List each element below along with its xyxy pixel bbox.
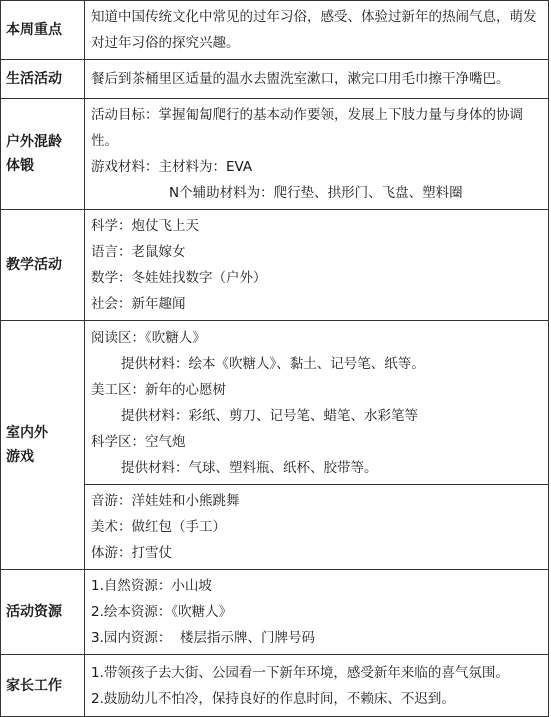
cell-outdoor [85, 99, 549, 210]
heading-games-text: 室内外游戏 [6, 425, 48, 465]
games-extra: 美术：做红包（手工） [91, 519, 226, 535]
games-area: 科学区：空气炮 [91, 433, 186, 450]
games-area: 阅读区：《吹糖人》 [91, 329, 206, 346]
row-life [1, 60, 549, 99]
cell-life [85, 60, 549, 99]
cell-games-areas [85, 321, 549, 485]
games-extra: 音游：洋娃娃和小熊跳舞 [91, 493, 240, 509]
cell-teaching [85, 210, 549, 321]
focus-text: 知道中国传统文化中常见的过年习俗，感受、体验过新年的热闹气息，萌发对过年习俗的探究兴趣。 [91, 9, 537, 51]
row-parents [1, 655, 549, 717]
outdoor-aux-materials: N个辅助材料为：爬行垫、拱形门、飞盘、塑料圈 [169, 185, 463, 201]
cell-parents [85, 655, 549, 717]
games-extra: 体游：打雪仗 [91, 545, 172, 561]
heading-focus: 本周重点 [1, 1, 85, 60]
teaching-item: 数学：冬娃娃找数字（户外） [91, 270, 267, 286]
heading-parents: 家长工作 [1, 655, 85, 717]
games-area-materials: 提供材料：绘本《吹糖人》、黏土、记号笔、纸等。 [121, 355, 425, 372]
heading-life: 生活活动 [1, 60, 85, 99]
teaching-item: 社会：新年趣闻 [91, 296, 186, 312]
row-outdoor [1, 99, 549, 210]
resource-item: 1.自然资源：小山坡 [91, 578, 212, 594]
outdoor-goal: 活动目标：掌握匍匐爬行的基本动作要领，发展上下肢力量与身体的协调性。 [91, 107, 523, 149]
outdoor-materials: 游戏材料：主材料为：EVA [91, 159, 253, 175]
cell-resources [85, 570, 549, 655]
cell-games-extra [85, 485, 549, 570]
row-teaching [1, 210, 549, 321]
games-area: 美工区：新年的心愿树 [91, 381, 226, 398]
heading-outdoor-text: 户外混龄体锻 [6, 134, 62, 174]
games-area-materials: 提供材料：彩纸、剪刀、记号笔、蜡笔、水彩笔等 [121, 407, 418, 424]
life-text: 餐后到茶桶里区适量的温水去盥洗室漱口，漱完口用毛巾擦干净嘴巴。 [91, 71, 510, 87]
heading-outdoor [1, 99, 85, 210]
heading-games [1, 321, 85, 570]
heading-teaching: 教学活动 [1, 210, 85, 321]
row-focus [1, 1, 549, 60]
row-resources [1, 570, 549, 655]
resource-item: 2.绘本资源：《吹糖人》 [91, 604, 233, 620]
teaching-item: 科学：炮仗飞上天 [91, 218, 199, 234]
teaching-item: 语言：老鼠嫁女 [91, 244, 186, 260]
cell-focus [85, 1, 549, 60]
row-games-areas [1, 321, 549, 485]
parents-item: 1.带领孩子去大街、公园看一下新年环境，感受新年来临的喜气氛围。 [91, 664, 509, 681]
games-area-materials: 提供材料：气球、塑料瓶、纸杯、胶带等。 [121, 459, 378, 476]
resource-item: 3.园内资源： 楼层指示牌、门牌号码 [91, 630, 315, 646]
parents-item: 2.鼓励幼儿不怕冷，保持良好的作息时间，不赖床、不迟到。 [91, 690, 455, 707]
heading-resources: 活动资源 [1, 570, 85, 655]
